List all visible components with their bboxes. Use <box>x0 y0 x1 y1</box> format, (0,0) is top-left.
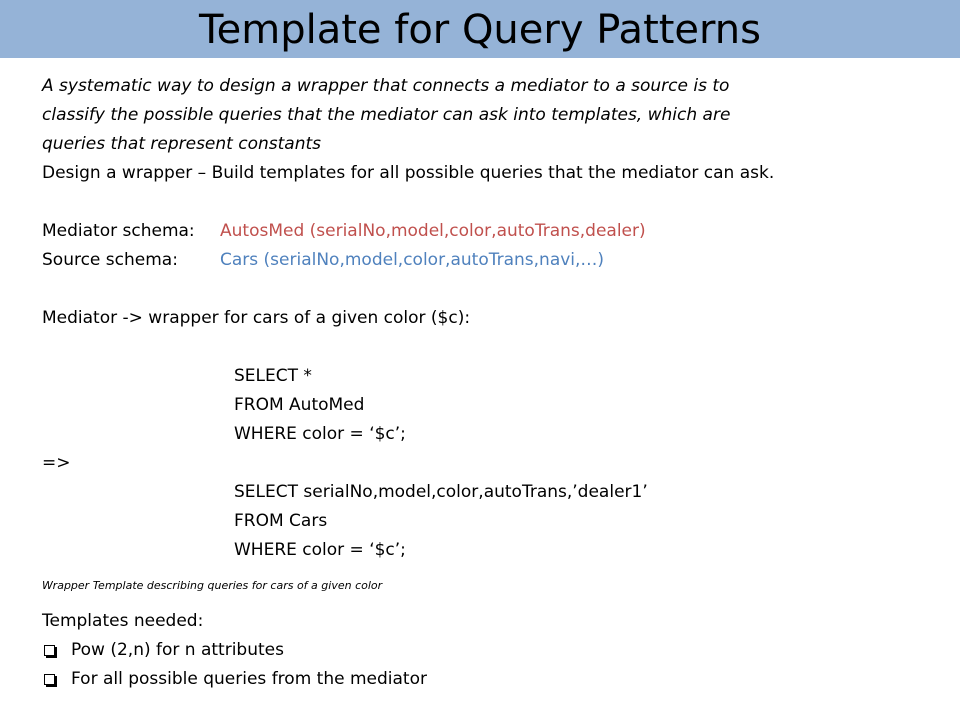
templates-heading: Templates needed: <box>42 611 204 631</box>
spacer <box>42 333 942 362</box>
bullet-item <box>42 665 942 694</box>
source-schema-line <box>42 246 942 275</box>
query2-from: FROM Cars <box>234 511 328 531</box>
checkbox-icon <box>44 645 55 656</box>
spacer <box>42 275 942 304</box>
source-schema-label: Source schema: <box>42 250 178 270</box>
mediator-schema-value: AutosMed (serialNo,model,color,autoTrans,dealer) <box>220 221 646 241</box>
title-bar <box>0 0 960 58</box>
query2-where: WHERE color = ‘$c’; <box>234 540 406 560</box>
checkbox-icon <box>44 674 55 685</box>
query1-select: SELECT * <box>234 366 312 386</box>
spacer <box>42 188 942 217</box>
query1-from: FROM AutoMed <box>234 395 365 415</box>
intro-line-1: A systematic way to design a wrapper that connects a mediator to a source is to <box>42 76 730 96</box>
mediator-wrapper-line: Mediator -> wrapper for cars of a given color ($c): <box>42 308 471 328</box>
bullet-item <box>42 636 942 665</box>
bullet-text: For all possible queries from the mediator <box>71 669 427 689</box>
query2-select: SELECT serialNo,model,color,autoTrans,’dealer1’ <box>234 482 648 502</box>
mediator-schema-label: Mediator schema: <box>42 221 195 241</box>
intro-line-2: classify the possible queries that the mediator can ask into templates, which are <box>42 105 731 125</box>
query1-where: WHERE color = ‘$c’; <box>234 424 406 444</box>
design-wrapper-line: Design a wrapper – Build templates for all possible queries that the mediator can ask. <box>42 163 775 183</box>
template-caption: Wrapper Template describing queries for cars of a given color <box>42 579 383 592</box>
bullet-text: Pow (2,n) for n attributes <box>71 640 284 660</box>
mediator-schema-line <box>42 217 942 246</box>
source-schema-value: Cars (serialNo,model,color,autoTrans,navi,…) <box>220 250 605 270</box>
intro-line-3: queries that represent constants <box>42 134 321 154</box>
translation-arrow: => <box>42 453 71 473</box>
slide-title: Template for Query Patterns <box>199 7 761 53</box>
slide-content <box>42 72 942 694</box>
